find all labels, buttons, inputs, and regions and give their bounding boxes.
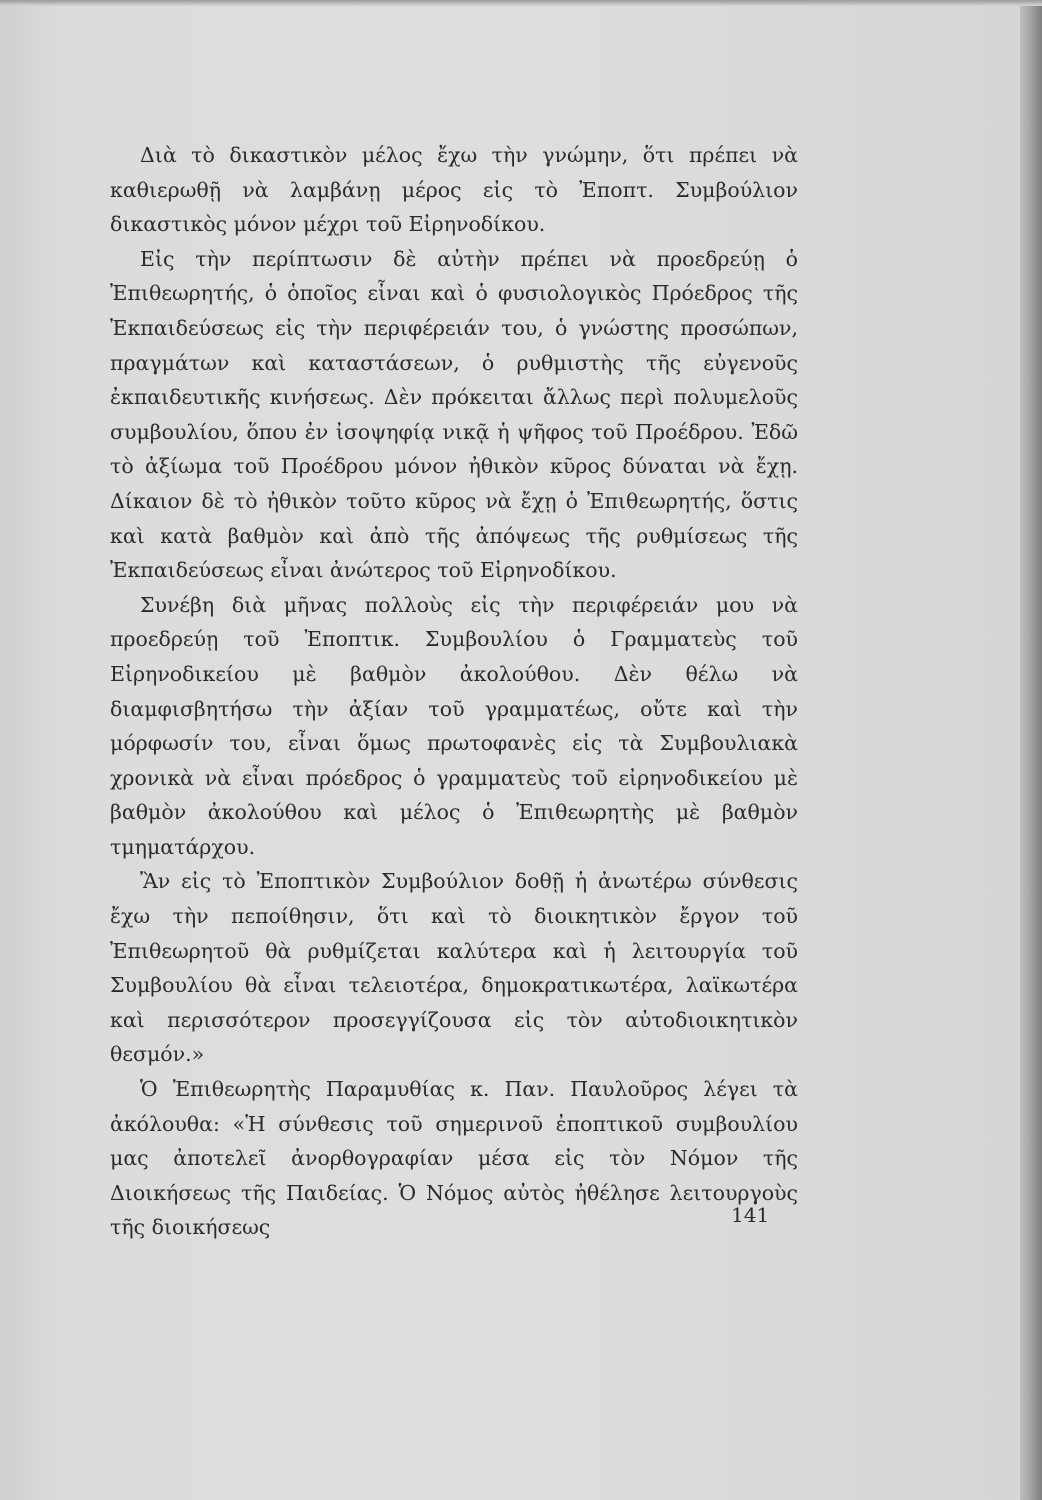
paragraph-2: Εἰς τὴν περίπτωσιν δὲ αὐτὴν πρέπει νὰ προεδρεύῃ ὁ Ἐπιθεωρητής, ὁ ὁποῖος εἶναι καὶ ὁ φυσιολογικὸς Πρόεδρος τῆς Ἐκπαιδεύσεως εἰς τὴν περιφέρειάν του, ὁ γνώστης προσώπων, πραγμάτων καὶ καταστάσεων, ὁ ρυθμιστὴς τῆς εὐγενοῦς ἐκπαιδευτικῆς κινήσεως. Δὲν πρόκειται ἄλλως περὶ πολυμελοῦς συμβουλίου, ὅπου ἐν ἰσοψηφίᾳ νικᾷ ἡ ψῆφος τοῦ Προέδρου. Ἐδῶ τὸ ἀξίωμα τοῦ Προέδρου μόνον ἠθικὸν κῦρος δύναται νὰ ἔχῃ. Δίκαιον δὲ τὸ ἠθικὸν τοῦτο κῦρος νὰ ἔχῃ ὁ Ἐπιθεωρητής, ὅστις καὶ κατὰ βαθμὸν καὶ ἀπὸ τῆς ἀπόψεως τῆς ρυθμίσεως τῆς Ἐκπαιδεύσεως εἶναι ἀνώτερος τοῦ Εἰρηνοδίκου. — [110, 246, 798, 583]
paragraph-4: Ἂν εἰς τὸ Ἐποπτικὸν Συμβούλιον δοθῇ ἡ ἀνωτέρω σύνθεσις ἔχω τὴν πεποίθησιν, ὅτι καὶ τὸ διοικητικὸν ἔργον τοῦ Ἐπιθεωρητοῦ θὰ ρυθμίζεται καλύτερα καὶ ἡ λειτουργία τοῦ Συμβουλίου θὰ εἶναι τελειοτέρα, δημοκρατικωτέρα, λαϊκωτέρα καὶ περισσότερον προσεγγίζουσα εἰς τὸν αὐτοδιοικητικὸν θεσμόν.» — [110, 869, 798, 1067]
paragraph-1: Διὰ τὸ δικαστικὸν μέλος ἔχω τὴν γνώμην, ὅτι πρέπει νὰ καθιερωθῇ νὰ λαμβάνῃ μέρος εἰς τὸ Ἐποπτ. Συμβούλιον δικαστικὸς μόνον μέχρι τοῦ Εἰρηνοδίκου. — [110, 143, 798, 237]
page-number: 141 — [731, 1203, 770, 1227]
page-body-text — [110, 138, 798, 1245]
paragraph-3: Συνέβη διὰ μῆνας πολλοὺς εἰς τὴν περιφέρειάν μου νὰ προεδρεύῃ τοῦ Ἐποπτικ. Συμβουλίου ὁ Γραμματεὺς τοῦ Εἰρηνοδικείου μὲ βαθμὸν ἀκολούθου. Δὲν θέλω νὰ διαμφισβητήσω τὴν ἀξίαν τοῦ γραμματέως, οὔτε καὶ τὴν μόρφωσίν του, εἶναι ὅμως πρωτοφανὲς εἰς τὰ Συμβουλιακὰ χρονικὰ νὰ εἶναι πρόεδρος ὁ γραμματεὺς τοῦ εἰρηνοδικείου μὲ βαθμὸν ἀκολούθου καὶ μέλος ὁ Ἐπιθεωρητὴς μὲ βαθμὸν τμηματάρχου. — [110, 592, 798, 859]
page-top-edge — [0, 0, 1042, 6]
book-spine-edge — [1020, 0, 1042, 1500]
paragraph-5: Ὁ Ἐπιθεωρητὴς Παραμυθίας κ. Παν. Παυλοῦρος λέγει τὰ ἀκόλουθα: «Ἡ σύνθεσις τοῦ σημερινοῦ ἐποπτικοῦ συμβουλίου μας ἀποτελεῖ ἀνορθογραφίαν μέσα εἰς τὸν Νόμον τῆς Διοικήσεως τῆς Παιδείας. Ὁ Νόμος αὐτὸς ἠθέλησε λειτουργοὺς τῆς διοικήσεως — [110, 1077, 798, 1240]
